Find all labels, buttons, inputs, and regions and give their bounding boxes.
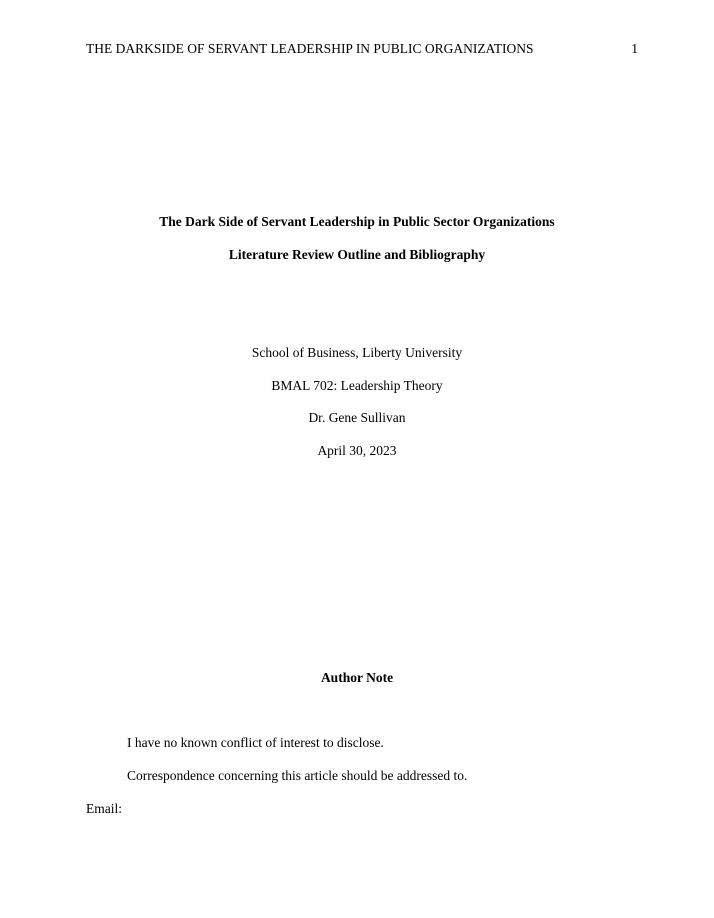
running-head: THE DARKSIDE OF SERVANT LEADERSHIP IN PUBLIC ORGANIZATIONS [86,41,534,56]
author-note-heading: Author Note [320,670,394,685]
correspondence-statement: Correspondence concerning this article should be addressed to. [127,768,468,783]
conflict-statement: I have no known conflict of interest to disclose. [127,735,384,750]
course: BMAL 702: Leadership Theory [271,378,443,393]
instructor: Dr. Gene Sullivan [308,410,406,425]
date: April 30, 2023 [317,443,397,458]
paper-subtitle: Literature Review Outline and Bibliography [228,247,486,262]
page-number: 1 [631,41,638,56]
paper-title: The Dark Side of Servant Leadership in Public Sector Organizations [159,214,555,229]
email-label: Email: [86,801,122,816]
affiliation: School of Business, Liberty University [251,345,463,360]
